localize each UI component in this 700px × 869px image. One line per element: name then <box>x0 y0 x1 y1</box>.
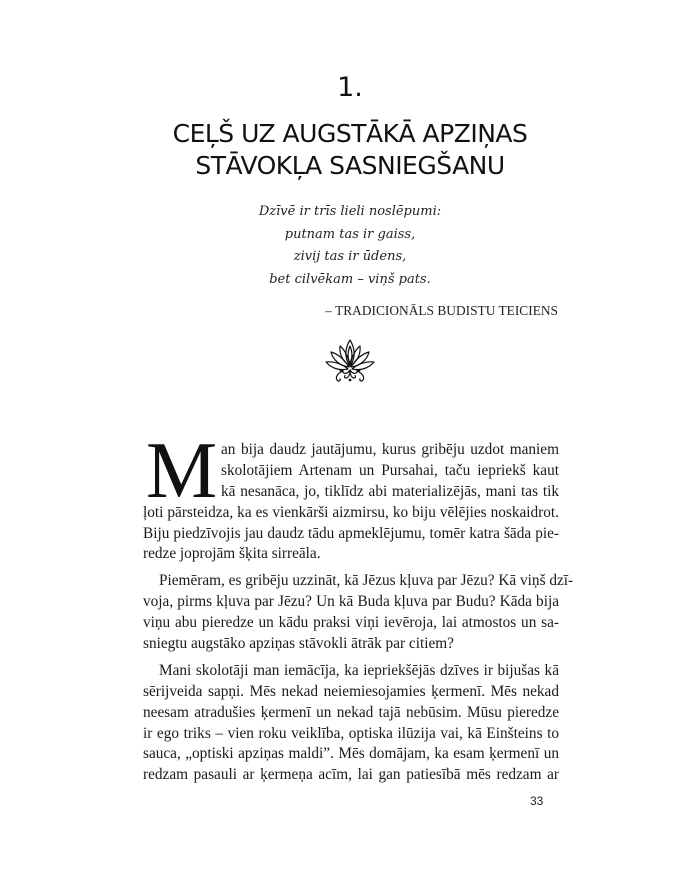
text-line: ir ego triks – vien roku veiklība, optiska ilūzija vai, kā Einšteins to <box>143 724 559 742</box>
paragraph <box>143 661 559 786</box>
chapter-title <box>0 118 700 182</box>
text-line: sauca, „optiski apziņas maldi”. Mēs domājam, ka esam ķermenī un <box>143 745 559 763</box>
text-line: ļoti pārsteidza, ka es vienkārši aizmirsu, ko biju vēlējies noskaidrot. <box>143 503 559 521</box>
text-line: skolotājiem Artenam un Pursahai, taču iepriekš kaut <box>221 461 559 479</box>
text-line: Piemēram, es gribēju uzzināt, kā Jēzus kļuva par Jēzu? Kā viņš dzī- <box>159 572 574 590</box>
epigraph-line: putnam tas ir gaiss, <box>284 226 416 242</box>
text-line: neesam atradušies ķermenī un nekad tajā nebūsim. Mūsu pieredze <box>143 703 559 721</box>
text-line: viņu abu pieredze un kādu praksi viņi ievēroja, lai atmostos un sa- <box>143 614 559 632</box>
text-line: redzam pasauli ar ķermeņa acīm, lai gan patiesībā mēs redzam ar <box>143 766 559 784</box>
paragraph <box>143 571 574 655</box>
chapter-number: 1. <box>337 72 363 103</box>
text-line: an bija daudz jautājumu, kurus gribēju uzdot maniem <box>221 441 559 458</box>
epigraph-line: zivij tas ir ūdens, <box>293 249 407 264</box>
paragraph <box>143 427 559 565</box>
page-number: 33 <box>530 794 544 808</box>
body-text <box>143 427 574 792</box>
epigraph-line: bet cilvēkam – viņš pats. <box>269 271 431 287</box>
text-line: Mani skolotāji man iemācīja, ka iepriekšējās dzīves ir bijušas kā <box>159 661 559 679</box>
text-line: redze joprojām šķita sirreāla. <box>143 545 321 563</box>
chapter-title-line: CEĻŠ UZ AUGSTĀKĀ APZIŅAS <box>172 119 528 148</box>
text-line: sērijveida sapņi. Mēs nekad neiemiesojamies ķermenī. Mēs nekad <box>143 682 559 700</box>
lotus-icon <box>323 334 377 386</box>
text-line: Biju piedzīvojis jau daudz tādu apmeklējumu, tomēr katra šāda pie- <box>143 524 559 542</box>
epigraph <box>0 201 700 291</box>
epigraph-attribution: – TRADICIONĀLS BUDISTU TEICIENS <box>325 303 558 318</box>
text-line: kā nesanāca, jo, tiklīdz abi materializējās, mani tas tik <box>221 482 559 500</box>
drop-cap: M <box>146 427 218 515</box>
text-line: sniegtu augstāko apziņas stāvokli ātrāk par citiem? <box>143 635 454 653</box>
epigraph-line: Dzīvē ir trīs lieli noslēpumi: <box>258 204 442 219</box>
text-line: voja, pirms kļuva par Jēzu? Un kā Buda kļuva par Budu? Kāda bija <box>143 593 559 611</box>
chapter-title-line: STĀVOKĻA SASNIEGŠANU <box>195 151 505 180</box>
